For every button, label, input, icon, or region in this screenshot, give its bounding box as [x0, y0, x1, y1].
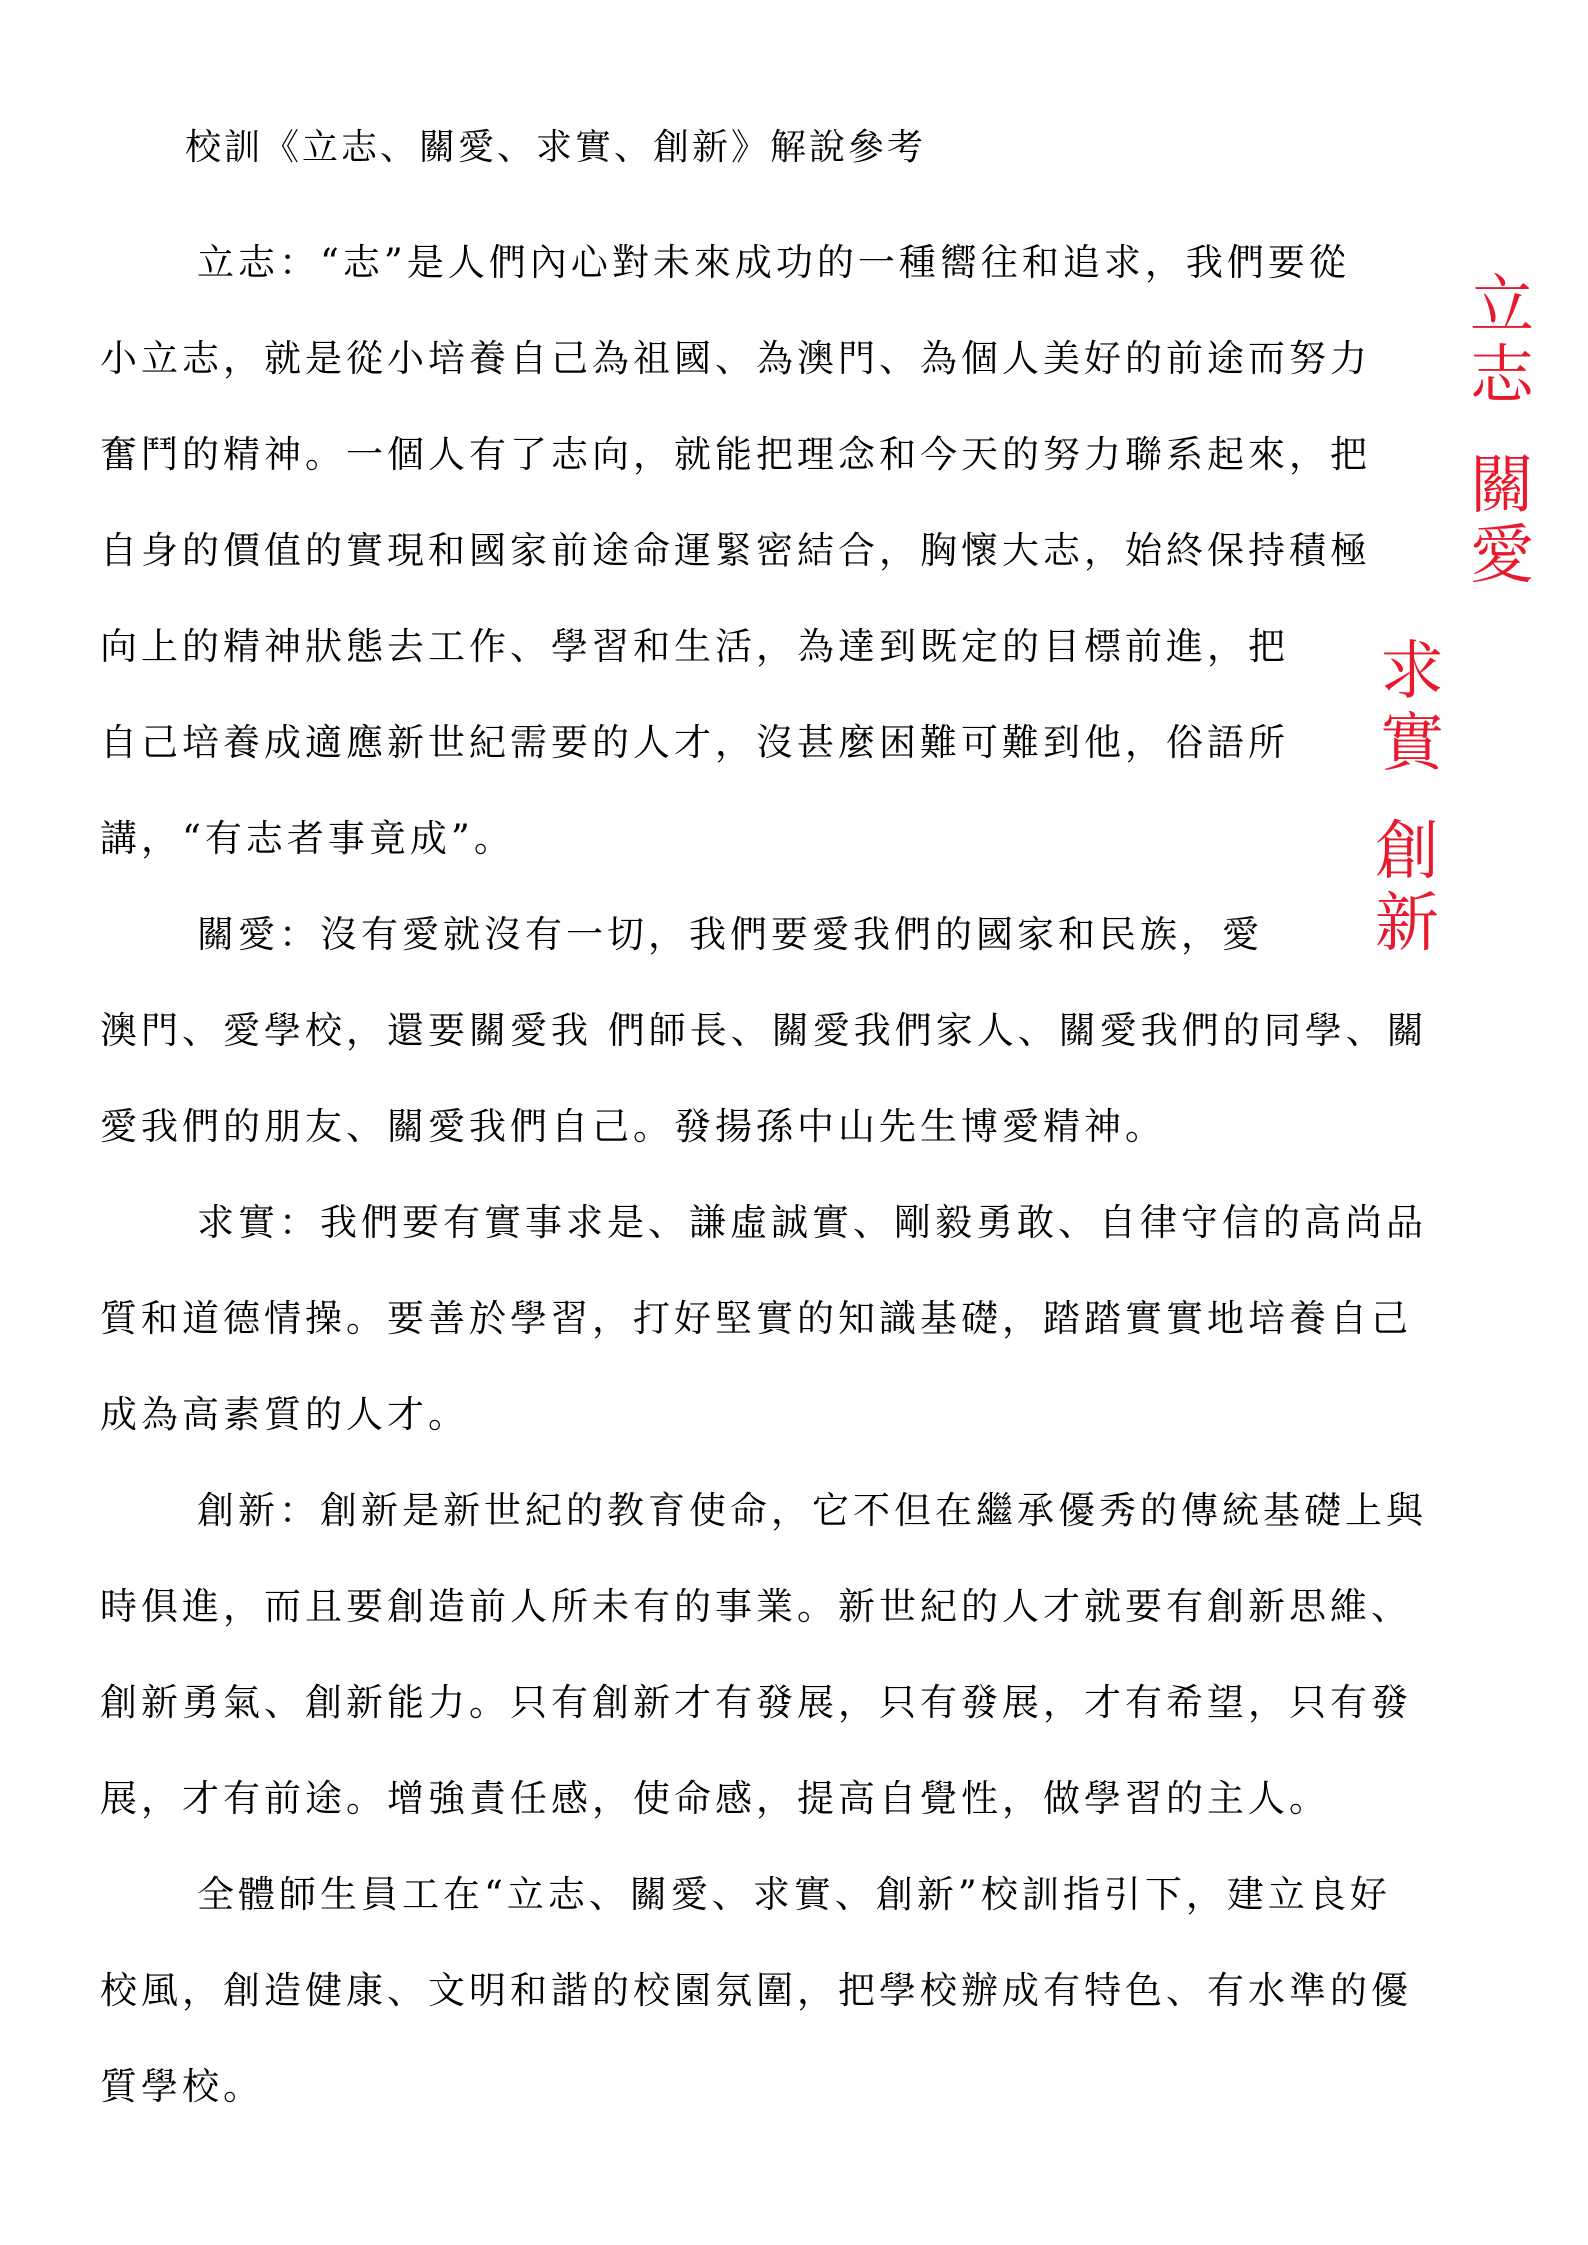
paragraph-line: 質和道德情操。要善於學習，打好堅實的知識基礎，踏踏實實地培養自己 [100, 1297, 1412, 1340]
paragraph-line: 立志：“志”是人們內心對未來成功的一種嚮往和追求，我們要從 [197, 241, 1350, 284]
paragraph-line: 質學校。 [100, 2065, 264, 2108]
paragraph-line: 校風，創造健康、文明和諧的校園氛圍，把學校辦成有特色、有水準的優 [100, 1969, 1412, 2012]
paragraph-line: 時俱進，而且要創造前人所未有的事業。新世紀的人才就要有創新思維、 [100, 1585, 1412, 1628]
paragraph-line: 自身的價值的實現和國家前途命運緊密結合，胸懷大志，始終保持積極 [100, 529, 1371, 572]
paragraph-line: 自己培養成適應新世紀需要的人才，沒甚麼困難可難到他，俗語所 [100, 721, 1289, 764]
paragraph-line: 成為高素質的人才。 [100, 1393, 469, 1436]
calligraphy-char: 實 [1380, 707, 1444, 781]
calligraphy-char: 關 [1470, 449, 1534, 523]
calligraphy-char: 求 [1380, 635, 1444, 709]
calligraphy-char: 立 [1470, 269, 1534, 343]
paragraph-line: 小立志，就是從小培養自己為祖國、為澳門、為個人美好的前途而努力 [100, 337, 1371, 380]
paragraph-line: 展，才有前途。增強責任感，使命感，提高自覺性，做學習的主人。 [100, 1777, 1330, 1820]
calligraphy-char: 愛 [1470, 519, 1534, 593]
page-title: 校訓《立志、關愛、求實、創新》解說參考 [185, 127, 927, 168]
calligraphy-char: 創 [1375, 815, 1439, 889]
paragraph-line: 創新：創新是新世紀的教育使命，它不但在繼承優秀的傳統基礎上與 [197, 1489, 1427, 1532]
paragraph-line: 愛我們的朋友、關愛我們自己。發揚孫中山先生博愛精神。 [100, 1105, 1166, 1148]
calligraphy-char: 志 [1470, 339, 1534, 413]
paragraph-line: 奮鬥的精神。一個人有了志向，就能把理念和今天的努力聯系起來，把 [100, 433, 1371, 476]
paragraph-line: 全體師生員工在“立志、關愛、求實、創新”校訓指引下，建立良好 [197, 1873, 1391, 1916]
calligraphy-char: 新 [1375, 887, 1439, 961]
paragraph-line: 講，“有志者事竟成”。 [100, 817, 515, 860]
paragraph-line: 澳門、愛學校，還要關愛我 們師長、關愛我們家人、關愛我們的同學、關 [100, 1009, 1428, 1052]
paragraph-line: 創新勇氣、創新能力。只有創新才有發展，只有發展，才有希望，只有發 [100, 1681, 1412, 1724]
paragraph-line: 向上的精神狀態去工作、學習和生活，為達到既定的目標前進，把 [100, 625, 1289, 668]
paragraph-line: 求實：我們要有實事求是、謙虛誠實、剛毅勇敢、自律守信的高尚品 [197, 1201, 1427, 1244]
paragraph-line: 關愛：沒有愛就沒有一切，我們要愛我們的國家和民族，愛 [197, 913, 1263, 956]
